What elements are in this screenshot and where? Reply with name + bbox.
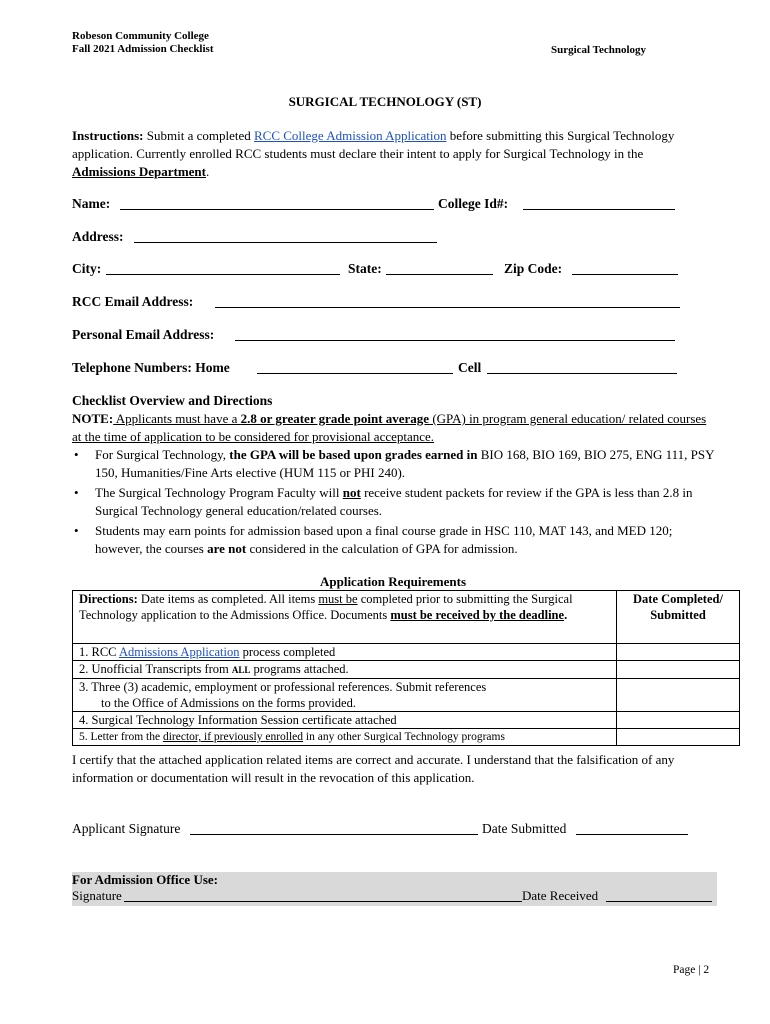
item-text: programs attached. — [250, 662, 349, 676]
office-signature-field[interactable] — [124, 888, 522, 902]
bullet-text: Students may earn points for admission based upon a final course grade in HSC 110, MAT 143, and MED 120; however, the courses — [95, 523, 673, 556]
state-field[interactable] — [386, 261, 493, 275]
state-label: State: — [348, 261, 382, 276]
address-label: Address: — [72, 229, 124, 244]
table-row — [73, 661, 740, 679]
list-item — [72, 522, 722, 558]
institution-name: Robeson Community College — [72, 30, 209, 42]
table-row — [73, 644, 740, 661]
page-number: 2 — [703, 964, 710, 976]
office-row — [72, 888, 717, 904]
checklist-bullets — [72, 446, 722, 560]
rcc-email-label: RCC Email Address: — [72, 294, 194, 309]
instructions-label: Instructions: — [72, 128, 144, 143]
item-text: process completed — [239, 645, 336, 659]
zip-label: Zip Code: — [504, 261, 563, 276]
gpa-note — [72, 410, 712, 446]
bullet-text: The Surgical Technology Program Faculty will — [95, 485, 343, 500]
bullet-bold: are not — [207, 541, 247, 556]
page-title: SURGICAL TECHNOLOGY (ST) — [288, 94, 482, 109]
note-text: Applicants must have a — [113, 411, 241, 426]
instructions-end: . — [205, 164, 210, 179]
checklist-label: Fall 2021 Admission Checklist — [72, 43, 214, 55]
date-submitted-field[interactable] — [576, 821, 688, 835]
name-field[interactable] — [120, 196, 434, 210]
note-text-2: (GPA) in program general education/ related courses at the time of application to be considered for provisional acceptance. — [72, 411, 707, 444]
instructions — [72, 127, 692, 181]
date-received-label: Date Received — [522, 888, 599, 903]
applicant-signature-label: Applicant Signature — [72, 821, 181, 836]
instructions-text-2: before submitting this Surgical Technology application. Currently enrolled RCC students must declare their intent to apply for Surgical Technology in the — [72, 128, 675, 161]
table-row — [73, 712, 740, 729]
bullet-bold: not — [342, 485, 361, 500]
office-use-box — [72, 872, 717, 906]
requirement-5 — [73, 729, 617, 746]
table-row — [73, 729, 740, 746]
requirements-heading: Application Requirements — [319, 574, 466, 589]
bullet-text: BIO 168, BIO 169, BIO 275, ENG 111, PSY 150, Humanities/Fine Arts elective (HUM 115 or PHI 240). — [95, 447, 715, 480]
personal-email-label: Personal Email Address: — [72, 327, 215, 342]
date-submitted-label: Date Submitted — [482, 821, 567, 836]
requirement-3 — [73, 679, 617, 712]
note-gpa-bold: 2.8 or greater grade point average — [240, 411, 430, 426]
bullet-text: receive student packets for review if the GPA is less than 2.8 in Surgical Technology general education/related courses. — [95, 485, 693, 518]
list-item — [72, 484, 722, 520]
date-cell-1[interactable] — [617, 644, 740, 661]
phone-home-label: Telephone Numbers: Home — [72, 360, 230, 375]
requirements-table — [72, 590, 740, 746]
phone-cell-label: Cell — [458, 360, 482, 375]
rcc-email-field[interactable] — [215, 294, 680, 308]
date-completed-header: Date Completed/ Submitted — [617, 591, 740, 644]
directions-label: Directions: — [79, 592, 138, 606]
item-text: 5. Letter from the — [79, 731, 163, 743]
bullet-text: For Surgical Technology, — [95, 447, 230, 462]
date-received-field[interactable] — [606, 888, 712, 902]
bullet-bold: the GPA will be based upon grades earned in — [229, 447, 478, 462]
phone-cell-field[interactable] — [487, 360, 677, 374]
instructions-text: Submit a completed — [143, 128, 254, 143]
office-signature-label: Signature — [72, 888, 122, 903]
city-label: City: — [72, 261, 102, 276]
item-text: to the Office of Admissions on the forms provided. — [101, 696, 356, 710]
checklist-heading: Checklist Overview and Directions — [72, 393, 273, 408]
bullet-text: considered in the calculation of GPA for admission. — [246, 541, 518, 556]
certification-statement: I certify that the attached application related items are correct and accurate. I understand that the falsification of any information or documentation will result in the revocation of this application. — [72, 752, 675, 785]
directions-cell — [73, 591, 617, 644]
admissions-department: Admissions Department — [72, 164, 206, 179]
page-separator: | — [698, 964, 701, 976]
program-label: Surgical Technology — [551, 44, 647, 56]
phone-home-field[interactable] — [257, 360, 453, 374]
college-id-field[interactable] — [523, 196, 675, 210]
personal-email-field[interactable] — [235, 327, 675, 341]
admission-application-link[interactable]: RCC College Admission Application — [254, 128, 447, 143]
requirement-2 — [73, 661, 617, 679]
college-id-label: College Id#: — [438, 196, 509, 211]
name-label: Name: — [72, 196, 111, 211]
date-cell-3[interactable] — [617, 679, 740, 712]
directions-end: . — [564, 608, 568, 622]
item-text: 2. Unofficial Transcripts from — [79, 662, 232, 676]
directions-text-2: completed prior to submitting the Surgical Technology application to the Admissions Office. Documents — [79, 592, 573, 622]
note-label: NOTE: — [72, 411, 114, 426]
item-text: in any other Surgical Technology programs — [303, 731, 505, 743]
requirement-1 — [73, 644, 617, 661]
list-item — [72, 446, 722, 482]
directions-must: must be — [318, 592, 358, 606]
date-cell-4[interactable] — [617, 712, 740, 729]
office-use-heading: For Admission Office Use: — [72, 872, 218, 887]
requirement-4: 4. Surgical Technology Information Session certificate attached — [73, 712, 617, 729]
address-field[interactable] — [134, 229, 437, 243]
page-label: Page — [673, 964, 696, 976]
zip-field[interactable] — [572, 261, 678, 275]
applicant-signature-field[interactable] — [190, 821, 478, 835]
city-field[interactable] — [106, 261, 340, 275]
item-text: 1. RCC — [79, 645, 119, 659]
admissions-application-link[interactable]: Admissions Application — [118, 645, 240, 659]
item-all: ALL — [231, 665, 251, 675]
directions-deadline: must be received by the deadline — [390, 608, 565, 622]
date-cell-5[interactable] — [617, 729, 740, 746]
item-underlined: director, if previously enrolled — [162, 731, 304, 743]
directions-text: Date items as completed. All items — [137, 592, 319, 606]
table-row — [73, 679, 740, 712]
date-cell-2[interactable] — [617, 661, 740, 679]
page-footer — [673, 964, 709, 976]
item-text: 3. Three (3) academic, employment or professional references. Submit references — [79, 680, 487, 694]
